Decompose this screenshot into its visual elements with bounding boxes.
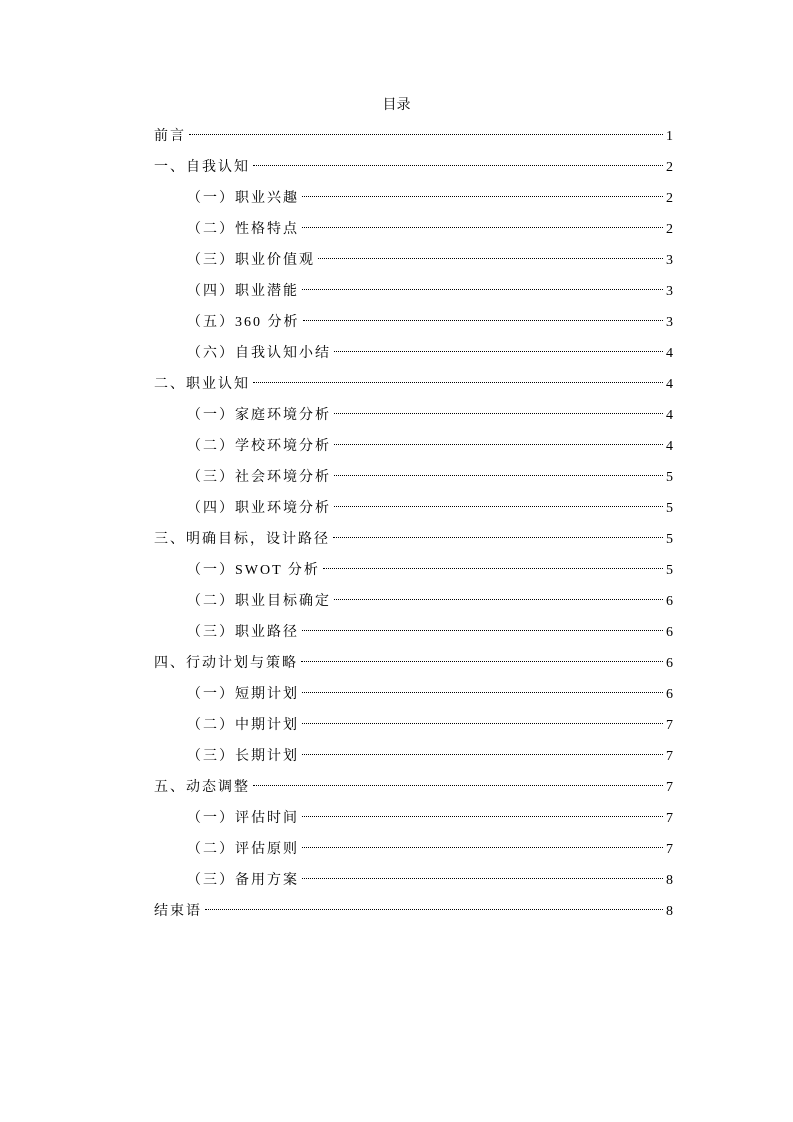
toc-entry-text: （二）职业目标确定	[187, 594, 331, 609]
toc-entry-text: 五、动态调整	[154, 780, 250, 795]
toc-entry[interactable]	[154, 710, 673, 741]
toc-entry-text: （四）职业环境分析	[187, 501, 331, 516]
toc-entry[interactable]	[154, 803, 673, 834]
dot-leader	[301, 661, 663, 662]
table-of-contents	[154, 121, 673, 927]
toc-title: 目录	[382, 98, 411, 113]
toc-page-number: 6	[666, 687, 673, 702]
dot-leader	[303, 320, 664, 321]
toc-entry[interactable]	[154, 586, 673, 617]
toc-entry-text: （三）社会环境分析	[187, 470, 331, 485]
dot-leader	[253, 382, 663, 383]
toc-page-number: 5	[666, 563, 673, 578]
dot-leader	[334, 599, 663, 600]
toc-entry[interactable]	[154, 741, 673, 772]
toc-entry-text: （四）职业潜能	[187, 284, 299, 299]
toc-page-number: 6	[666, 625, 673, 640]
dot-leader	[302, 878, 663, 879]
toc-page-number: 3	[666, 253, 673, 268]
toc-entry[interactable]	[154, 121, 673, 152]
toc-page-number: 7	[666, 718, 673, 733]
dot-leader	[253, 165, 663, 166]
toc-page-number: 5	[666, 501, 673, 516]
dot-leader	[302, 196, 663, 197]
toc-entry[interactable]	[154, 462, 673, 493]
toc-entry[interactable]	[154, 772, 673, 803]
toc-entry[interactable]	[154, 617, 673, 648]
toc-entry[interactable]	[154, 865, 673, 896]
toc-page-number: 4	[666, 346, 673, 361]
toc-page-number: 3	[666, 284, 673, 299]
dot-leader	[302, 289, 663, 290]
toc-entry[interactable]	[154, 183, 673, 214]
toc-page-number: 4	[666, 377, 673, 392]
toc-page-number: 8	[666, 904, 673, 919]
toc-page-number: 7	[666, 749, 673, 764]
toc-entry-text: 一、自我认知	[154, 160, 250, 175]
dot-leader	[318, 258, 663, 259]
toc-entry-text: 二、职业认知	[154, 377, 250, 392]
toc-entry-text: （三）职业路径	[187, 625, 299, 640]
dot-leader	[334, 444, 663, 445]
toc-entry[interactable]	[154, 524, 673, 555]
dot-leader	[334, 413, 663, 414]
dot-leader	[205, 909, 663, 910]
toc-page-number: 1	[666, 129, 673, 144]
toc-entry-text: （一）职业兴趣	[187, 191, 299, 206]
dot-leader	[334, 506, 663, 507]
toc-entry-text: （一）SWOT 分析	[187, 563, 320, 578]
toc-page-number: 7	[666, 811, 673, 826]
toc-entry[interactable]	[154, 679, 673, 710]
dot-leader	[302, 847, 663, 848]
dot-leader	[302, 227, 663, 228]
toc-entry[interactable]	[154, 896, 673, 927]
toc-entry-text: （二）学校环境分析	[187, 439, 331, 454]
toc-entry-text: （二）评估原则	[187, 842, 299, 857]
toc-entry-text: （六）自我认知小结	[187, 346, 331, 361]
toc-entry-text: （三）长期计划	[187, 749, 299, 764]
toc-entry-text: （一）家庭环境分析	[187, 408, 331, 423]
toc-entry-text: （一）短期计划	[187, 687, 299, 702]
toc-page-number: 4	[666, 408, 673, 423]
dot-leader	[323, 568, 663, 569]
toc-entry[interactable]	[154, 834, 673, 865]
toc-page-number: 3	[666, 315, 673, 330]
toc-entry-text: 前言	[154, 129, 186, 144]
toc-page-number: 2	[666, 222, 673, 237]
toc-entry[interactable]	[154, 648, 673, 679]
dot-leader	[302, 754, 663, 755]
toc-entry-text: （三）职业价值观	[187, 253, 315, 268]
toc-page-number: 5	[666, 470, 673, 485]
toc-entry[interactable]	[154, 338, 673, 369]
toc-entry[interactable]	[154, 152, 673, 183]
toc-page-number: 6	[666, 594, 673, 609]
dot-leader	[253, 785, 663, 786]
toc-entry[interactable]	[154, 214, 673, 245]
toc-entry[interactable]	[154, 555, 673, 586]
toc-page-number: 8	[666, 873, 673, 888]
toc-page-number: 7	[666, 780, 673, 795]
dot-leader	[302, 692, 663, 693]
toc-page-number: 2	[666, 160, 673, 175]
toc-entry-text: （五）360 分析	[187, 315, 300, 330]
toc-page-number: 4	[666, 439, 673, 454]
dot-leader	[189, 134, 663, 135]
toc-page-number: 7	[666, 842, 673, 857]
toc-entry[interactable]	[154, 245, 673, 276]
toc-entry[interactable]	[154, 276, 673, 307]
dot-leader	[302, 630, 663, 631]
toc-page-number: 6	[666, 656, 673, 671]
dot-leader	[334, 475, 663, 476]
dot-leader	[302, 723, 663, 724]
toc-page-number: 5	[666, 532, 673, 547]
toc-entry-text: （三）备用方案	[187, 873, 299, 888]
dot-leader	[334, 351, 663, 352]
toc-entry-text: （二）性格特点	[187, 222, 299, 237]
dot-leader	[333, 537, 663, 538]
toc-entry-text: 三、明确目标，设计路径	[154, 532, 330, 547]
toc-entry[interactable]	[154, 369, 673, 400]
toc-entry-text: （一）评估时间	[187, 811, 299, 826]
toc-entry-text: 结束语	[154, 904, 202, 919]
toc-entry-text: 四、行动计划与策略	[154, 656, 298, 671]
toc-page-number: 2	[666, 191, 673, 206]
toc-entry-text: （二）中期计划	[187, 718, 299, 733]
toc-entry[interactable]	[154, 307, 673, 338]
toc-entry[interactable]	[154, 431, 673, 462]
toc-entry[interactable]	[154, 493, 673, 524]
toc-entry[interactable]	[154, 400, 673, 431]
dot-leader	[302, 816, 663, 817]
